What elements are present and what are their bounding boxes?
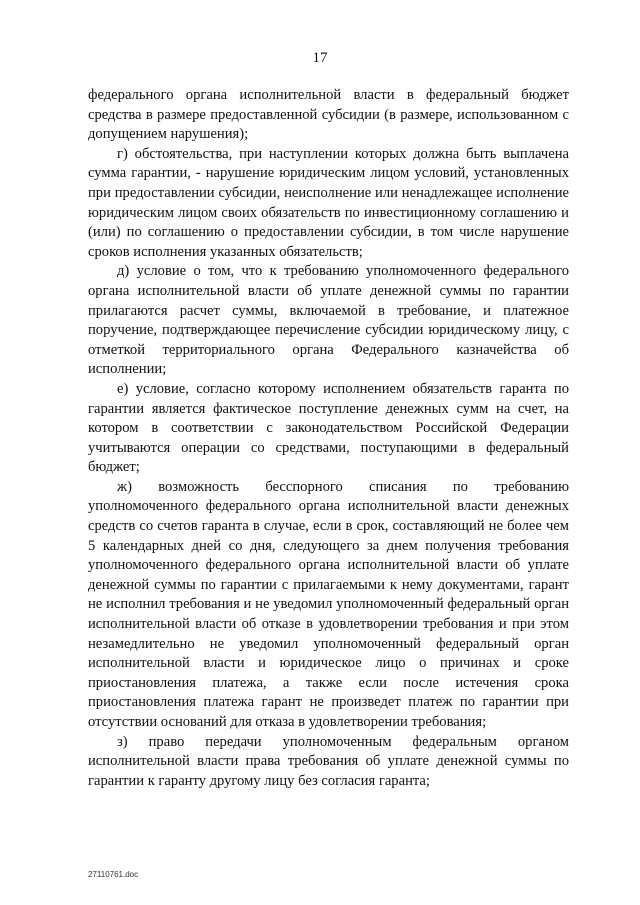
document-file-code: 27110761.doc (88, 870, 139, 879)
paragraph-item-zh: ж) возможность бесспорного списания по требованию уполномоченного федерального органа исполнительной власти денежных средств со счетов гаранта в случае, если в срок, составляющий не более чем 5 календарных дней со дня, следующего за днем получения требования уполномоченного федерального органа исполнительной власти об уплате денежной суммы по гарантии с прилагаемыми к нему документами, гарант не исполнил требования и не уведомил уполномоченный федеральный орган исполнительной власти об отказе в удовлетворении требования и при этом незамедлительно не уведомил уполномоченный федеральный орган исполнительной власти и юридическое лицо о причинах и сроке приостановления платежа, а также если после истечения срока приостановления платежа гарант не произведет платеж по гарантии при отсутствии оснований для отказа в удовлетворении требования; (88, 478, 569, 730)
document-body (88, 86, 569, 791)
paragraph-item-e: е) условие, согласно которому исполнением обязательств гаранта по гарантии является фактическое поступление денежных сумм на счет, на котором в соответствии с законодательством Российской Федерации учитываются операции со средствами, поступающими в федеральный бюджет; (88, 380, 569, 476)
paragraph-item-d: д) условие о том, что к требованию уполномоченного федерального органа исполнительной власти об уплате денежной суммы по гарантии прилагаются расчет суммы, включаемой в требование, и платежное поручение, подтверждающее перечисление субсидии юридическому лицу, с отметкой территориального органа Федерального казначейства об исполнении; (88, 263, 569, 378)
page-number: 17 (312, 50, 328, 66)
paragraph-item-z: з) право передачи уполномоченным федеральным органом исполнительной власти права требования об уплате денежной суммы по гарантии к гаранту другому лицу без согласия гаранта; (88, 733, 569, 789)
paragraph-continuation: федерального органа исполнительной власти в федеральный бюджет средства в размере предоставленной субсидии (в размере, использованном с допущением нарушения); (88, 87, 569, 143)
paragraph-item-g: г) обстоятельства, при наступлении которых должна быть выплачена сумма гарантии, - нарушение юридическим лицом условий, установленных при предоставлении субсидии, неисполнение или ненадлежащее исполнение юридическим лицом своих обязательств по инвестиционному соглашению и (или) по соглашению о предоставлении субсидии, в том числе нарушение сроков исполнения указанных обязательств; (88, 145, 569, 260)
